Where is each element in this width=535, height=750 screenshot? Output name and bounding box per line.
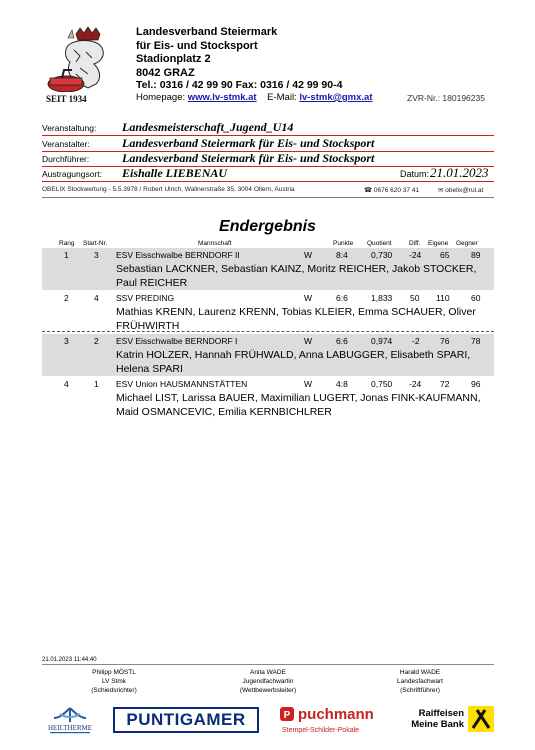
cell-diff: -2 — [412, 336, 420, 346]
obelix-phone: ☎ 0676 620 37 41 — [364, 187, 420, 194]
puchmann-subtext: Stempel-Schilder-Pokale — [282, 727, 360, 734]
cell-team: ESV Union HAUSMANNSTÄTTEN — [116, 379, 248, 389]
cell-diff: 50 — [410, 293, 420, 303]
org-web-line — [136, 92, 373, 103]
cell-quotient: 1,833 — [371, 293, 393, 303]
homepage-label: Homepage: — [136, 92, 186, 103]
cell-eigene: 76 — [440, 336, 450, 346]
sig-org: Jugendfachwartin — [242, 678, 294, 685]
cell-start: 1 — [94, 379, 99, 389]
cell-players: Sebastian LACKNER, Sebastian KAINZ, Moritz REICHER, Jakob STOCKER, Paul REICHER — [116, 263, 477, 289]
cell-gegner: 96 — [471, 379, 481, 389]
row-divider-dashed — [42, 331, 494, 332]
raiffeisen-logo — [410, 704, 500, 736]
obelix-mail: ✉ obelix@rul.at — [438, 187, 484, 194]
cell-punkte: 4:8 — [336, 379, 348, 389]
cell-players: Michael LIST, Larissa BAUER, Maximilian LUGERT, Jonas FINK-KAUFMANN, Maid OSMANCEVIC, Emilia KERNBICHLRER — [116, 392, 481, 418]
cell-w: W — [304, 250, 313, 260]
header-quotient: Quotient — [367, 240, 392, 247]
cell-start: 4 — [94, 293, 99, 303]
page-title: Endergebnis — [219, 218, 316, 235]
obelix-text: OBELIX Stockwertung - 5.5.3978 / Robert Ulrich, Wallnerstraße 35, 3004 Ollern, Austria — [42, 186, 295, 193]
cell-quotient: 0,750 — [371, 379, 393, 389]
cell-gegner: 60 — [471, 293, 481, 303]
sig-role: (Wettbewerbsleiter) — [239, 687, 297, 694]
ort-value: Eishalle LIEBENAU — [122, 166, 228, 180]
raiffeisen-subtext: Meine Bank — [411, 719, 464, 730]
table-row — [42, 334, 494, 376]
cell-start: 2 — [94, 336, 99, 346]
cell-rang: 2 — [64, 293, 69, 303]
cell-w: W — [304, 379, 313, 389]
header-rang: Rang — [59, 240, 75, 247]
cell-team: ESV Eisschwalbe BERNDORF I — [116, 336, 238, 346]
cell-punkte: 6:6 — [336, 336, 348, 346]
cell-gegner: 89 — [471, 250, 481, 260]
cell-players: Katrin HOLZER, Hannah FRÜHWALD, Anna LABUGGER, Elisabeth SPARI, Helena SPARI — [116, 349, 471, 375]
event-underline — [42, 181, 494, 182]
datum-value: 21.01.2023 — [430, 165, 489, 180]
sig-role: (Schiedsrichter) — [91, 687, 137, 694]
cell-team: ESV Eisschwalbe BERNDORF II — [116, 250, 240, 260]
durchfuehrer-label: Durchführer: — [42, 154, 90, 164]
email-link[interactable]: lv-stmk@gmx.at — [299, 92, 373, 103]
puntigamer-logo — [113, 707, 259, 733]
event-row-ort — [42, 166, 494, 182]
cell-punkte: 8:4 — [336, 250, 348, 260]
obelix-divider — [42, 197, 494, 198]
logo-year-text: SEIT 1934 — [46, 94, 87, 104]
puchmann-text: puchmann — [298, 706, 374, 723]
event-row-veranstalter — [42, 136, 494, 152]
raiffeisen-gable-icon — [468, 706, 494, 732]
header-punkte: Punkte — [333, 240, 354, 247]
datum-label: Datum: — [400, 169, 430, 179]
org-address-block — [136, 26, 277, 80]
org-tel-fax: Tel.: 0316 / 42 99 90 Fax: 0316 / 42 99 90-4 — [136, 79, 343, 91]
cell-diff: -24 — [409, 250, 422, 260]
cell-diff: -24 — [409, 379, 422, 389]
signature-competition-lead — [208, 668, 328, 695]
header-start: Start-Nr. — [83, 240, 108, 247]
signature-referee — [54, 668, 174, 695]
veranstalter-value: Landesverband Steiermark für Eis- und Stocksport — [122, 136, 375, 150]
sig-org: Landesfachwart — [397, 678, 443, 685]
email-label: E-Mail: — [267, 92, 297, 103]
cell-team: SSV PREDING — [116, 293, 175, 303]
org-name-line1: Landesverband Steiermark — [136, 26, 278, 38]
cell-w: W — [304, 336, 313, 346]
table-row — [42, 291, 494, 333]
heiltherme-text: HEILTHERME — [47, 724, 93, 732]
sig-name: Philipp MÖSTL — [92, 669, 136, 676]
event-row-veranstaltung — [42, 120, 494, 136]
svg-text:P: P — [283, 710, 291, 721]
sig-org: LV Stmk — [101, 678, 127, 685]
zvr-number: ZVR-Nr.: 180196235 — [407, 93, 485, 103]
raiffeisen-text: Raiffeisen — [418, 708, 464, 719]
veranstalter-label: Veranstalter: — [42, 139, 90, 149]
org-city: 8042 GRAZ — [136, 66, 195, 79]
cell-quotient: 0,730 — [371, 250, 393, 260]
print-timestamp: 21.01.2023 11:44:40 — [42, 657, 97, 663]
footer-divider — [42, 664, 494, 665]
lv-steiermark-logo — [40, 26, 128, 106]
obelix-info-line — [42, 186, 494, 193]
puntigamer-text: PUNTIGAMER — [126, 710, 246, 729]
cell-punkte: 6:6 — [336, 293, 348, 303]
cell-quotient: 0,974 — [371, 336, 393, 346]
heiltherme-logo — [40, 704, 100, 736]
durchfuehrer-value: Landesverband Steiermark für Eis- und Stocksport — [122, 151, 375, 165]
veranstaltung-label: Veranstaltung: — [42, 123, 97, 133]
table-row — [42, 248, 494, 290]
header-eigene: Eigene — [428, 240, 449, 247]
cell-players: Mathias KRENN, Laurenz KRENN, Tobias KLEIER, Emma SCHAUER, Oliver FRÜHWIRTH — [116, 306, 476, 332]
cell-eigene: 72 — [440, 379, 450, 389]
signature-secretary — [360, 668, 480, 695]
cell-rang: 3 — [64, 336, 69, 346]
cell-eigene: 65 — [440, 250, 450, 260]
table-row — [42, 377, 494, 419]
event-row-durchfuehrer — [42, 151, 494, 167]
org-street: Stadionplatz 2 — [136, 53, 211, 65]
ort-label: Austragungsort: — [42, 169, 103, 179]
header-team: Mannschaft — [198, 240, 232, 247]
cell-rang: 4 — [64, 379, 69, 389]
header-gegner: Gegner — [456, 240, 478, 247]
cell-start: 3 — [94, 250, 99, 260]
cell-eigene: 110 — [436, 293, 450, 303]
puchmann-logo — [278, 704, 390, 736]
cell-w: W — [304, 293, 313, 303]
cell-gegner: 78 — [471, 336, 481, 346]
sig-name: Harald WADE — [399, 669, 441, 676]
homepage-link[interactable]: www.lv-stmk.at — [187, 92, 257, 103]
cell-rang: 1 — [64, 250, 69, 260]
sig-name: Anita WADE — [250, 669, 286, 676]
veranstaltung-value: Landesmeisterschaft_Jugend_U14 — [122, 120, 294, 134]
org-name-line2: für Eis- und Stocksport — [136, 39, 258, 52]
sig-role: (Schriftführer) — [400, 687, 440, 694]
header-diff: Diff. — [409, 240, 421, 247]
